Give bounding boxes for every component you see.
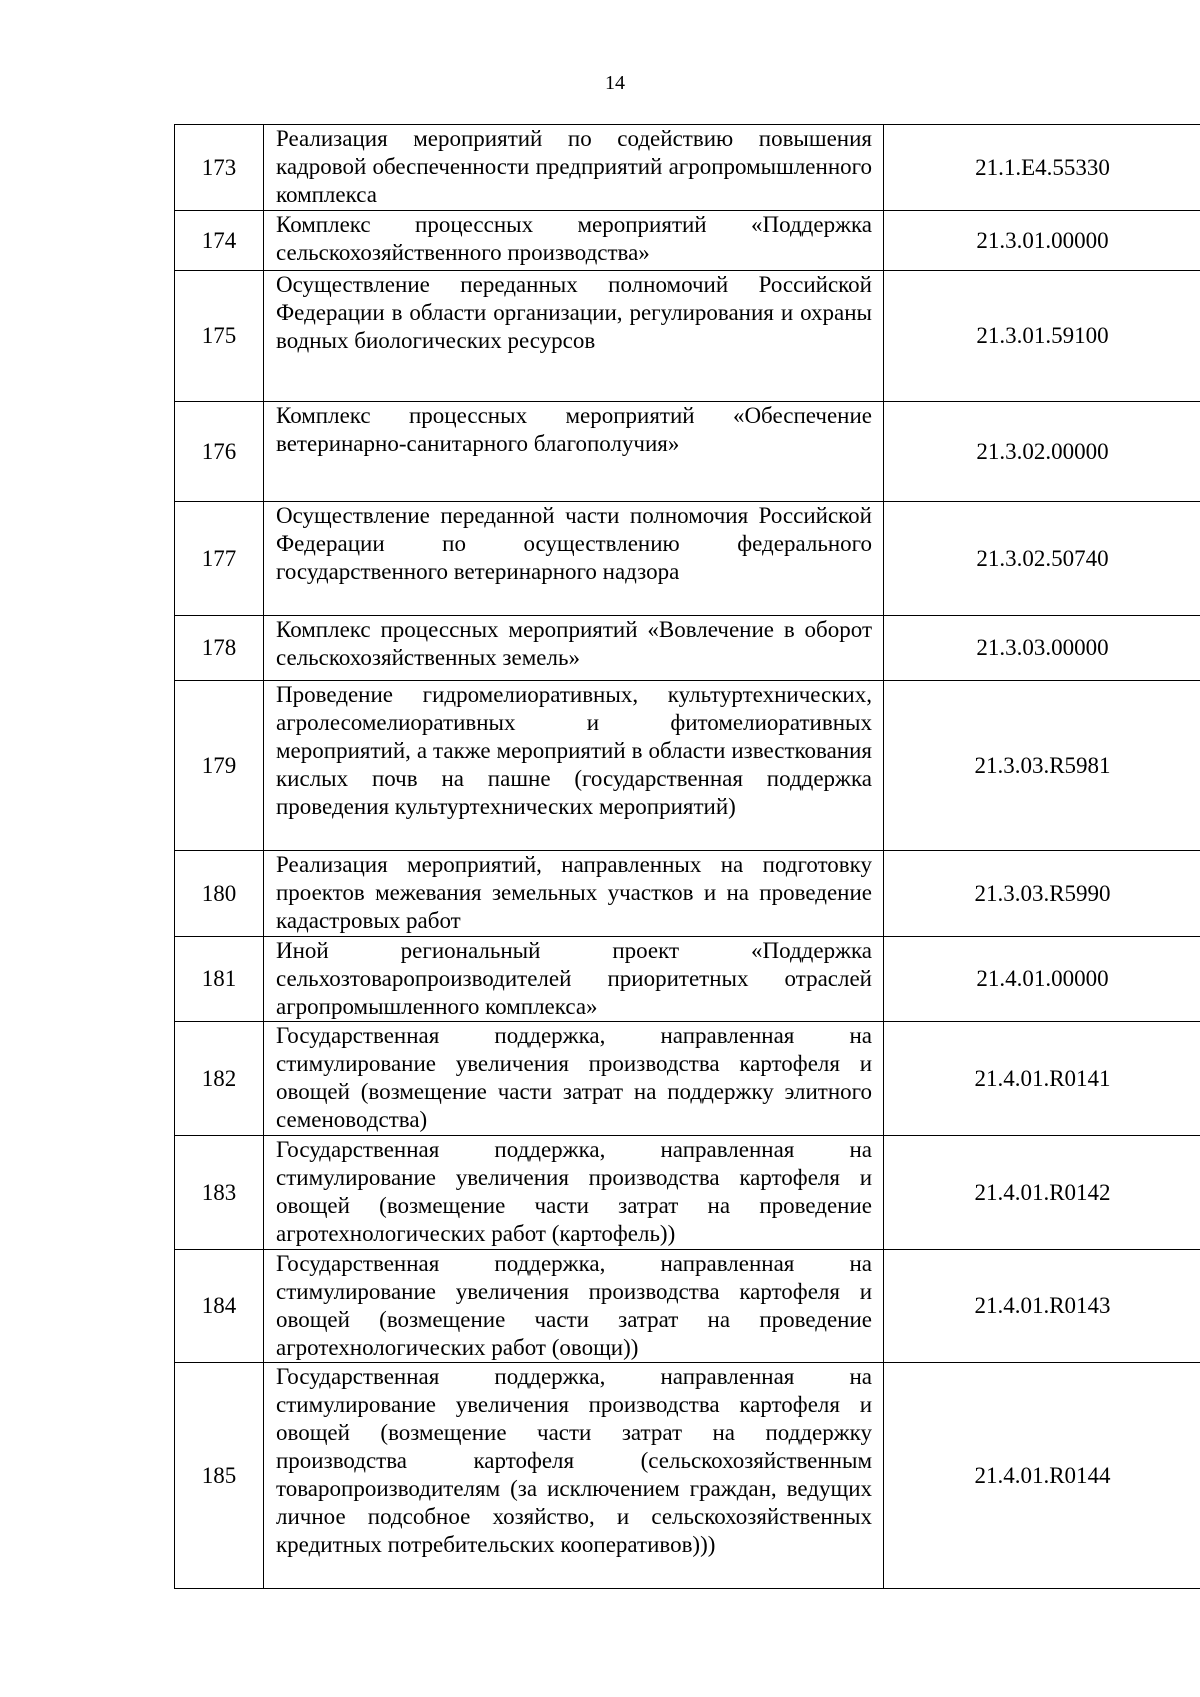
row-number: 173: [175, 125, 264, 211]
row-description: Реализация мероприятий по содействию повышения кадровой обеспеченности предприятий агропромышленного комплекса: [264, 125, 884, 211]
row-description: Осуществление переданных полномочий Российской Федерации в области организации, регулирования и охраны водных биологических ресурсов: [264, 271, 884, 402]
row-number: 182: [175, 1022, 264, 1136]
row-number: 174: [175, 211, 264, 271]
table-row: [175, 1136, 1200, 1250]
row-code: 21.3.02.50740: [884, 502, 1200, 616]
table-row: [175, 851, 1200, 937]
row-number: 185: [175, 1363, 264, 1589]
row-code: 21.3.02.00000: [884, 402, 1200, 502]
row-description: Государственная поддержка, направленная на стимулирование увеличения производства картофеля и овощей (возмещение части затрат на проведение агротехнологических работ (овощи)): [264, 1250, 884, 1363]
table-row: [175, 211, 1200, 271]
row-description: Осуществление переданной части полномочия Российской Федерации по осуществлению федерального государственного ветеринарного надзора: [264, 502, 884, 616]
row-description: Комплекс процессных мероприятий «Вовлечение в оборот сельскохозяйственных земель»: [264, 616, 884, 681]
row-code: 21.3.03.R5981: [884, 681, 1200, 851]
row-number: 179: [175, 681, 264, 851]
row-code: 21.4.01.R0143: [884, 1250, 1200, 1363]
page-number: 14: [605, 72, 625, 94]
table-row: [175, 1363, 1200, 1589]
row-description: Комплекс процессных мероприятий «Обеспечение ветеринарно-санитарного благополучия»: [264, 402, 884, 502]
table-row: [175, 1250, 1200, 1363]
row-code: 21.1.E4.55330: [884, 125, 1200, 211]
row-code: 21.3.03.R5990: [884, 851, 1200, 937]
row-code: 21.4.01.R0144: [884, 1363, 1200, 1589]
table-row: [175, 681, 1200, 851]
table-row: [175, 271, 1200, 402]
budget-code-table: [174, 124, 1200, 1589]
row-number: 175: [175, 271, 264, 402]
row-number: 183: [175, 1136, 264, 1250]
table-row: [175, 1022, 1200, 1136]
row-code: 21.3.01.00000: [884, 211, 1200, 271]
row-code: 21.3.03.00000: [884, 616, 1200, 681]
row-number: 181: [175, 937, 264, 1022]
row-number: 180: [175, 851, 264, 937]
row-number: 176: [175, 402, 264, 502]
row-description: Государственная поддержка, направленная на стимулирование увеличения производства картофеля и овощей (возмещение части затрат на поддержку элитного семеноводства): [264, 1022, 884, 1136]
row-description: Комплекс процессных мероприятий «Поддержка сельскохозяйственного производства»: [264, 211, 884, 271]
row-description: Реализация мероприятий, направленных на подготовку проектов межевания земельных участков и на проведение кадастровых работ: [264, 851, 884, 937]
row-number: 184: [175, 1250, 264, 1363]
table-row: [175, 502, 1200, 616]
row-code: 21.4.01.R0142: [884, 1136, 1200, 1250]
row-code: 21.4.01.00000: [884, 937, 1200, 1022]
row-description: Государственная поддержка, направленная на стимулирование увеличения производства картофеля и овощей (возмещение части затрат на проведение агротехнологических работ (картофель)): [264, 1136, 884, 1250]
row-code: 21.4.01.R0141: [884, 1022, 1200, 1136]
row-number: 178: [175, 616, 264, 681]
row-description: Иной региональный проект «Поддержка сельхозтоваропроизводителей приоритетных отраслей агропромышленного комплекса»: [264, 937, 884, 1022]
table-row: [175, 937, 1200, 1022]
table-row: [175, 402, 1200, 502]
table-row: [175, 125, 1200, 211]
row-number: 177: [175, 502, 264, 616]
row-code: 21.3.01.59100: [884, 271, 1200, 402]
row-description: Проведение гидромелиоративных, культуртехнических, агролесомелиоративных и фитомелиоративных мероприятий, а также мероприятий в области известкования кислых почв на пашне (государственная поддержка проведения культуртехнических мероприятий): [264, 681, 884, 851]
table-row: [175, 616, 1200, 681]
row-description: Государственная поддержка, направленная на стимулирование увеличения производства картофеля и овощей (возмещение части затрат на поддержку производства картофеля (сельскохозяйственным товаропроизводителям (за исключением граждан, ведущих личное подсобное хозяйство, и сельскохозяйственных кредитных потребительских кооперативов))): [264, 1363, 884, 1589]
